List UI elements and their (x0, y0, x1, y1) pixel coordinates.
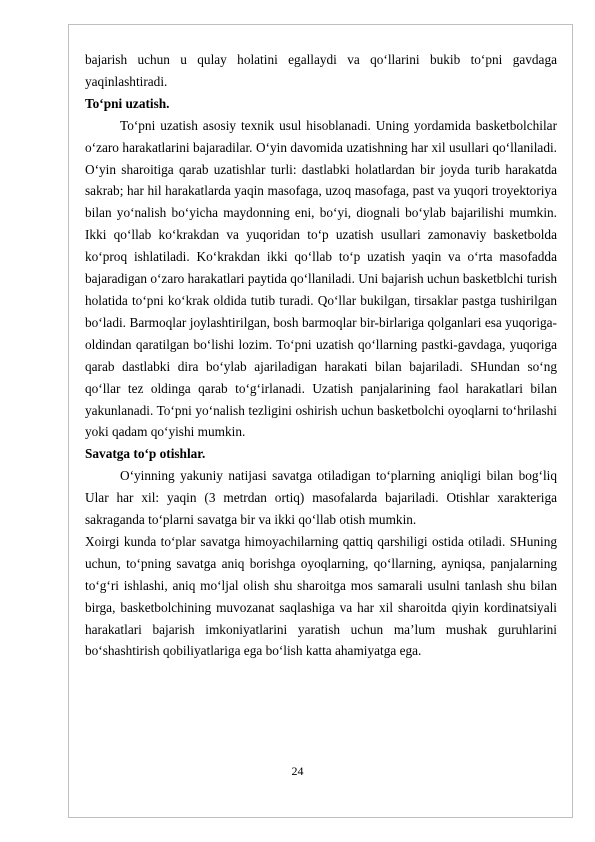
section-heading-shooting: Savatga to‘p otishlar. (85, 446, 206, 462)
paragraph-shooting-conditions: Xoirgi kunda to‘plar savatga himoyachilarning qattiq qarshiligi ostida otiladi. SHuning uchun, to‘pning savatga aniq borishga oyoqlarning, qo‘llarning, ayniqsa, panjalarning to‘g‘ri ishlashi, aniq mo‘ljal olish shu sharoitga mos samarali usulni tanlash shu bilan birga, basketbolchining muvozanat saqlashiga va har xil sharoitda qiyin kordinatsiyali harakatlari bajarish imkoniyatlarini yaratish uchun ma’lum mushak guruhlarini bo‘shashtirish qobiliyatlariga ega bo‘lish katta ahamiyatga ega. (85, 533, 557, 659)
document-body (85, 49, 557, 662)
paragraph-shooting: O‘yinning yakuniy natijasi savatga otiladigan to‘plarning aniqligi bilan bog‘liq Ular har xil: yaqin (3 metrdan ortiq) masofalarda bajariladi. Otishlar xarakteriga sakraganda to‘plarni savatga bir va ikki qo‘llab otish mumkin. (85, 468, 557, 528)
paragraph-intro-continuation: bajarish uchun u qulay holatini egallaydi va qo‘llarini bukib to‘pni gavdaga yaqinlashtiradi. (85, 52, 557, 89)
section-heading-passing: To‘pni uzatish. (85, 95, 170, 111)
paragraph-passing: To‘pni uzatish asosiy texnik usul hisoblanadi. Uning yordamida basketbolchilar o‘zaro harakatlarini bajaradilar. O‘yin davomida uzatishning har xil usullari qo‘llaniladi. O‘yin sharoitiga qarab uzatishlar turli: dastlabki holatlardan bir joyda turib harakatda sakrab; har hil harakatlarda yaqin masofaga, uzoq masofaga, past va yuqori troyektoriya bilan yo‘nalish bo‘yicha maydonning eni, bo‘yi, diognali bo‘ylab bajarilishi mumkin. Ikki qo‘llab ko‘krakdan va yuqoridan to‘p uzatish usullari zamonaviy basketbolda ko‘proq ishlatiladi. Ko‘krakdan ikki qo‘llab to‘p uzatish yaqin va o‘rta masofadda bajaradigan o‘zaro harakatlari paytida qo‘llaniladi. Uni bajarish uchun basketblchi turish holatida to‘pni ko‘krak oldida tutib turadi. Qo‘llar bukilgan, tirsaklar pastga tushirilgan bo‘ladi. Barmoqlar joylashtirilgan, bosh barmoqlar bir-birlariga qolganlari esa yuqoriga-oldindan qaratilgan bo‘lishi lozim. To‘pni uzatish qo‘llarning pastki-gavdaga, yuqoriga qarab dastlabki dira bo‘ylab ajariladigan harakati bilan bajariladi. SHundan so‘ng qo‘llar tez oldinga qarab to‘g‘irlanadi. Uzatish panjalarining faol harakatlari bilan yakunlanadi. To‘pni yo‘nalish tezligini oshirish uchun basketbolchi oyoqlarni to‘hrilashi yoki qadam qo‘yishi mumkin. (85, 117, 557, 440)
page-number: 24 (291, 764, 304, 778)
